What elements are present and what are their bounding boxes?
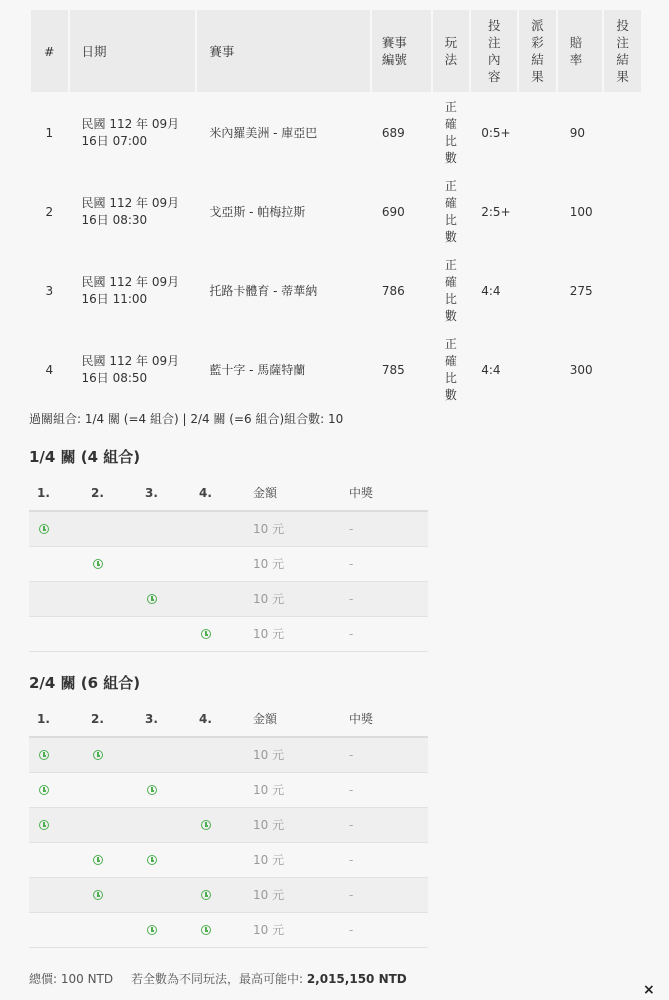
row-index: 4 [31, 331, 68, 408]
combo-row [29, 581, 428, 616]
total-price: 總價: 100 NTD [29, 972, 114, 986]
combo-win: - [341, 581, 428, 616]
combo-header-cell: 2. [83, 475, 137, 511]
combo-slot [83, 772, 137, 807]
combo-header [29, 475, 428, 511]
combo-slot [191, 807, 245, 842]
bet-table [29, 8, 643, 410]
row-match: 戈亞斯 - 帕梅拉斯 [197, 173, 370, 250]
row-play: 正確比數 [433, 94, 470, 171]
max-win-label: 若全數為不同玩法，最高可能中: [130, 972, 303, 986]
header-match: 賽事 [197, 10, 370, 92]
row-payout [519, 173, 556, 250]
combo-slot [29, 877, 83, 912]
combo-slot [137, 737, 191, 772]
row-match: 米內羅美洲 - 庫亞巴 [197, 94, 370, 171]
combo-slot [137, 546, 191, 581]
combo-win: - [341, 842, 428, 877]
combo-slot [83, 581, 137, 616]
combo-amount: 10 元 [245, 616, 341, 651]
row-match: 藍十字 - 馬薩特蘭 [197, 331, 370, 408]
bet-table-header [31, 10, 641, 92]
bet-row [31, 173, 641, 250]
header-content: 投注內容 [471, 10, 517, 92]
combo-win: - [341, 737, 428, 772]
combo-slot [83, 546, 137, 581]
combo-win: - [341, 807, 428, 842]
row-odds: 300 [558, 331, 603, 408]
clock-icon [39, 524, 49, 534]
row-content: 2:5+ [471, 173, 517, 250]
combo-amount: 10 元 [245, 737, 341, 772]
combo-slot [29, 807, 83, 842]
row-index: 2 [31, 173, 68, 250]
clock-icon [147, 925, 157, 935]
combo-header-cell: 1. [29, 701, 83, 737]
row-content: 4:4 [471, 252, 517, 329]
clock-icon [39, 750, 49, 760]
combo-slot [191, 737, 245, 772]
parlay-2-4-title: 2/4 關 (6 組合) [29, 674, 141, 692]
combo-win: - [341, 616, 428, 651]
combo-header-cell: 3. [137, 475, 191, 511]
bet-row [31, 94, 641, 171]
combo-win: - [341, 877, 428, 912]
clock-icon [93, 750, 103, 760]
combo-slot [29, 912, 83, 947]
footer-summary [29, 970, 407, 987]
row-index: 3 [31, 252, 68, 329]
combo-amount: 10 元 [245, 581, 341, 616]
row-play: 正確比數 [433, 331, 470, 408]
header-code: 賽事 編號 [372, 10, 431, 92]
combo-slot [137, 807, 191, 842]
combo-slot [83, 877, 137, 912]
row-result [604, 252, 641, 329]
combo-slot [29, 737, 83, 772]
row-result [604, 331, 641, 408]
row-code: 786 [372, 252, 431, 329]
combo-header-cell: 4. [191, 475, 245, 511]
combo-slot [83, 842, 137, 877]
parlay-2-4-table [29, 701, 428, 948]
combo-slot [191, 772, 245, 807]
combo-header [29, 701, 428, 737]
row-date: 民國 112 年 09月 16日 11:00 [70, 252, 196, 329]
combo-row [29, 912, 428, 947]
clock-icon [39, 820, 49, 830]
combo-slot [191, 546, 245, 581]
combo-row [29, 546, 428, 581]
row-date: 民國 112 年 09月 16日 07:00 [70, 94, 196, 171]
combo-amount: 10 元 [245, 772, 341, 807]
clock-icon [147, 855, 157, 865]
bet-row [31, 252, 641, 329]
combo-win: - [341, 912, 428, 947]
combo-slot [137, 877, 191, 912]
combo-row [29, 616, 428, 651]
combo-amount: 10 元 [245, 877, 341, 912]
combo-slot [29, 772, 83, 807]
clock-icon [93, 890, 103, 900]
combo-slot [137, 772, 191, 807]
row-code: 690 [372, 173, 431, 250]
combo-slot [29, 842, 83, 877]
row-payout [519, 94, 556, 171]
clock-icon [147, 785, 157, 795]
combo-slot [137, 912, 191, 947]
row-match: 托路卡體育 - 蒂華納 [197, 252, 370, 329]
row-play: 正確比數 [433, 173, 470, 250]
header-payout: 派彩結果 [519, 10, 556, 92]
combo-slot [29, 546, 83, 581]
combo-slot [137, 581, 191, 616]
combo-slot [83, 807, 137, 842]
row-odds: 90 [558, 94, 603, 171]
header-index: # [31, 10, 68, 92]
combo-slot [29, 511, 83, 546]
combo-slot [191, 511, 245, 546]
row-play: 正確比數 [433, 252, 470, 329]
combo-slot [191, 842, 245, 877]
row-code: 689 [372, 94, 431, 171]
clock-icon [147, 594, 157, 604]
row-index: 1 [31, 94, 68, 171]
combo-win: - [341, 546, 428, 581]
row-content: 0:5+ [471, 94, 517, 171]
combo-slot [137, 511, 191, 546]
row-result [604, 173, 641, 250]
parlay-1-4-table [29, 475, 428, 652]
row-odds: 275 [558, 252, 603, 329]
combo-slot [191, 912, 245, 947]
combo-row [29, 877, 428, 912]
header-date: 日期 [70, 10, 196, 92]
combo-header-cell: 4. [191, 701, 245, 737]
combo-header-cell: 2. [83, 701, 137, 737]
clock-icon [201, 890, 211, 900]
parlay-1-4-title: 1/4 關 (4 組合) [29, 448, 141, 466]
combo-slot [83, 511, 137, 546]
header-result: 投注結果 [604, 10, 641, 92]
clock-icon [201, 820, 211, 830]
max-win-value: 2,015,150 NTD [306, 972, 407, 986]
combo-header-cell: 中獎 [341, 475, 428, 511]
combo-slot [29, 616, 83, 651]
combo-slot [191, 581, 245, 616]
row-content: 4:4 [471, 331, 517, 408]
close-icon[interactable]: × [643, 982, 655, 998]
combo-header-cell: 金額 [245, 475, 341, 511]
combo-amount: 10 元 [245, 912, 341, 947]
header-odds: 賠 率 [558, 10, 603, 92]
row-payout [519, 252, 556, 329]
combo-slot [191, 877, 245, 912]
row-payout [519, 331, 556, 408]
parlay-summary: 過關組合: 1/4 關 (=4 組合) | 2/4 關 (=6 組合)組合數: 10 [29, 412, 344, 426]
combo-slot [83, 912, 137, 947]
combo-slot [137, 842, 191, 877]
combo-amount: 10 元 [245, 546, 341, 581]
clock-icon [93, 559, 103, 569]
combo-slot [191, 616, 245, 651]
combo-row [29, 807, 428, 842]
combo-amount: 10 元 [245, 842, 341, 877]
combo-row [29, 737, 428, 772]
combo-slot [137, 616, 191, 651]
clock-icon [201, 925, 211, 935]
row-date: 民國 112 年 09月 16日 08:30 [70, 173, 196, 250]
combo-row [29, 772, 428, 807]
row-result [604, 94, 641, 171]
combo-slot [29, 581, 83, 616]
combo-win: - [341, 511, 428, 546]
header-play: 玩法 [433, 10, 470, 92]
combo-amount: 10 元 [245, 511, 341, 546]
row-odds: 100 [558, 173, 603, 250]
combo-header-cell: 金額 [245, 701, 341, 737]
combo-slot [83, 616, 137, 651]
combo-header-cell: 3. [137, 701, 191, 737]
combo-header-cell: 1. [29, 475, 83, 511]
combo-amount: 10 元 [245, 807, 341, 842]
combo-row [29, 511, 428, 546]
row-code: 785 [372, 331, 431, 408]
bet-row [31, 331, 641, 408]
row-date: 民國 112 年 09月 16日 08:50 [70, 331, 196, 408]
combo-slot [83, 737, 137, 772]
combo-row [29, 842, 428, 877]
clock-icon [201, 629, 211, 639]
combo-win: - [341, 772, 428, 807]
clock-icon [39, 785, 49, 795]
clock-icon [93, 855, 103, 865]
combo-header-cell: 中獎 [341, 701, 428, 737]
